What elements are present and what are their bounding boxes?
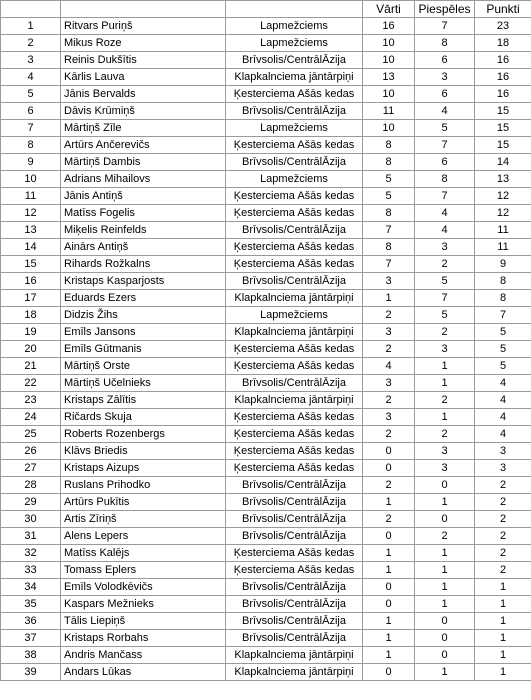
rank-cell: 37: [1, 630, 61, 647]
points-cell: 23: [475, 18, 531, 35]
player-name-cell: Andris Mančass: [61, 647, 226, 664]
table-row: [1, 528, 531, 545]
player-name-cell: Artūrs Ančerevičs: [61, 137, 226, 154]
points-cell: 11: [475, 222, 531, 239]
player-name-cell: Kārlis Lauva: [61, 69, 226, 86]
table-row: [1, 256, 531, 273]
goals-cell: 2: [363, 426, 415, 443]
player-name-cell: Roberts Rozenbergs: [61, 426, 226, 443]
points-cell: 12: [475, 188, 531, 205]
assists-cell: 2: [415, 528, 475, 545]
team-cell: Lapmežciems: [226, 35, 363, 52]
team-cell: Ķesterciema Ašās kedas: [226, 86, 363, 103]
table-row: [1, 171, 531, 188]
player-name-cell: Artūrs Pukītis: [61, 494, 226, 511]
header-row: [1, 1, 531, 18]
points-cell: 2: [475, 477, 531, 494]
rank-cell: 12: [1, 205, 61, 222]
table-row: [1, 120, 531, 137]
team-cell: Klapkalnciema jāntārpiņi: [226, 392, 363, 409]
player-name-cell: Mārtiņš Učelnieks: [61, 375, 226, 392]
assists-cell: 7: [415, 290, 475, 307]
points-cell: 5: [475, 324, 531, 341]
assists-cell: 3: [415, 239, 475, 256]
player-name-cell: Matīss Fogelis: [61, 205, 226, 222]
team-cell: Klapkalnciema jāntārpiņi: [226, 664, 363, 681]
team-cell: Klapkalnciema jāntārpiņi: [226, 290, 363, 307]
assists-cell: 8: [415, 171, 475, 188]
points-cell: 12: [475, 205, 531, 222]
header-assists: Piespēles: [415, 1, 475, 18]
rank-cell: 6: [1, 103, 61, 120]
assists-cell: 1: [415, 409, 475, 426]
team-cell: Brīvsolis/CentrālĀzija: [226, 477, 363, 494]
team-cell: Ķesterciema Ašās kedas: [226, 341, 363, 358]
player-name-cell: Rihards Rožkalns: [61, 256, 226, 273]
goals-cell: 1: [363, 562, 415, 579]
player-name-cell: Mārtiņš Orste: [61, 358, 226, 375]
goals-cell: 10: [363, 52, 415, 69]
team-cell: Brīvsolis/CentrālĀzija: [226, 154, 363, 171]
goals-cell: 1: [363, 290, 415, 307]
points-cell: 5: [475, 341, 531, 358]
team-cell: Brīvsolis/CentrālĀzija: [226, 273, 363, 290]
assists-cell: 2: [415, 392, 475, 409]
goals-cell: 2: [363, 307, 415, 324]
rank-cell: 4: [1, 69, 61, 86]
team-cell: Ķesterciema Ašās kedas: [226, 239, 363, 256]
points-cell: 1: [475, 596, 531, 613]
table-row: [1, 426, 531, 443]
assists-cell: 0: [415, 630, 475, 647]
assists-cell: 4: [415, 222, 475, 239]
table-row: [1, 511, 531, 528]
points-cell: 1: [475, 647, 531, 664]
points-cell: 15: [475, 137, 531, 154]
player-name-cell: Adrians Mihailovs: [61, 171, 226, 188]
rank-cell: 24: [1, 409, 61, 426]
points-cell: 2: [475, 545, 531, 562]
team-cell: Ķesterciema Ašās kedas: [226, 409, 363, 426]
assists-cell: 1: [415, 596, 475, 613]
header-player: [61, 1, 226, 18]
rank-cell: 22: [1, 375, 61, 392]
player-name-cell: Alens Lepers: [61, 528, 226, 545]
rank-cell: 15: [1, 256, 61, 273]
goals-cell: 7: [363, 222, 415, 239]
rank-cell: 2: [1, 35, 61, 52]
team-cell: Ķesterciema Ašās kedas: [226, 426, 363, 443]
points-cell: 15: [475, 103, 531, 120]
team-cell: Klapkalnciema jāntārpiņi: [226, 324, 363, 341]
player-name-cell: Ričards Skuja: [61, 409, 226, 426]
assists-cell: 5: [415, 273, 475, 290]
points-cell: 16: [475, 52, 531, 69]
goals-cell: 1: [363, 545, 415, 562]
team-cell: Brīvsolis/CentrālĀzija: [226, 579, 363, 596]
assists-cell: 0: [415, 647, 475, 664]
table-row: [1, 18, 531, 35]
assists-cell: 8: [415, 35, 475, 52]
rank-cell: 32: [1, 545, 61, 562]
player-name-cell: Artis Zīriņš: [61, 511, 226, 528]
rank-cell: 13: [1, 222, 61, 239]
header-goals: Vārti: [363, 1, 415, 18]
player-name-cell: Mārtiņš Dambis: [61, 154, 226, 171]
points-cell: 3: [475, 443, 531, 460]
assists-cell: 1: [415, 579, 475, 596]
goals-cell: 5: [363, 171, 415, 188]
goals-cell: 1: [363, 613, 415, 630]
rank-cell: 38: [1, 647, 61, 664]
goals-cell: 0: [363, 460, 415, 477]
team-cell: Ķesterciema Ašās kedas: [226, 188, 363, 205]
player-name-cell: Emīls Volodkēvičs: [61, 579, 226, 596]
player-name-cell: Eduards Ezers: [61, 290, 226, 307]
goals-cell: 1: [363, 630, 415, 647]
header-team: [226, 1, 363, 18]
assists-cell: 5: [415, 307, 475, 324]
team-cell: Ķesterciema Ašās kedas: [226, 358, 363, 375]
goals-cell: 4: [363, 358, 415, 375]
rank-cell: 10: [1, 171, 61, 188]
player-name-cell: Tālis Liepiņš: [61, 613, 226, 630]
team-cell: Lapmežciems: [226, 120, 363, 137]
rank-cell: 3: [1, 52, 61, 69]
points-cell: 8: [475, 273, 531, 290]
team-cell: Brīvsolis/CentrālĀzija: [226, 630, 363, 647]
goals-cell: 10: [363, 120, 415, 137]
table-row: [1, 596, 531, 613]
table-row: [1, 103, 531, 120]
table-row: [1, 545, 531, 562]
assists-cell: 1: [415, 358, 475, 375]
rank-cell: 14: [1, 239, 61, 256]
points-cell: 11: [475, 239, 531, 256]
goals-cell: 3: [363, 273, 415, 290]
rank-cell: 35: [1, 596, 61, 613]
team-cell: Ķesterciema Ašās kedas: [226, 443, 363, 460]
goals-cell: 8: [363, 205, 415, 222]
goals-cell: 0: [363, 579, 415, 596]
player-name-cell: Andars Lūkas: [61, 664, 226, 681]
assists-cell: 6: [415, 154, 475, 171]
team-cell: Ķesterciema Ašās kedas: [226, 137, 363, 154]
table-row: [1, 86, 531, 103]
table-row: [1, 69, 531, 86]
points-cell: 2: [475, 562, 531, 579]
player-name-cell: Mārtiņš Zīle: [61, 120, 226, 137]
rank-cell: 18: [1, 307, 61, 324]
table-row: [1, 477, 531, 494]
assists-cell: 0: [415, 511, 475, 528]
table-row: [1, 392, 531, 409]
rank-cell: 7: [1, 120, 61, 137]
rank-cell: 11: [1, 188, 61, 205]
team-cell: Brīvsolis/CentrālĀzija: [226, 52, 363, 69]
assists-cell: 2: [415, 426, 475, 443]
table-row: [1, 358, 531, 375]
rank-cell: 8: [1, 137, 61, 154]
points-cell: 4: [475, 409, 531, 426]
player-name-cell: Kaspars Mežnieks: [61, 596, 226, 613]
goals-cell: 8: [363, 239, 415, 256]
table-row: [1, 664, 531, 681]
table-row: [1, 375, 531, 392]
assists-cell: 1: [415, 375, 475, 392]
rank-cell: 17: [1, 290, 61, 307]
team-cell: Lapmežciems: [226, 307, 363, 324]
player-name-cell: Jānis Antiņš: [61, 188, 226, 205]
player-name-cell: Klāvs Briedis: [61, 443, 226, 460]
player-name-cell: Ruslans Prihodko: [61, 477, 226, 494]
assists-cell: 6: [415, 52, 475, 69]
goals-cell: 2: [363, 392, 415, 409]
assists-cell: 2: [415, 256, 475, 273]
goals-cell: 11: [363, 103, 415, 120]
team-cell: Ķesterciema Ašās kedas: [226, 205, 363, 222]
rank-cell: 1: [1, 18, 61, 35]
team-cell: Ķesterciema Ašās kedas: [226, 256, 363, 273]
table-row: [1, 222, 531, 239]
assists-cell: 1: [415, 664, 475, 681]
table-row: [1, 341, 531, 358]
player-name-cell: Dāvis Krūmiņš: [61, 103, 226, 120]
goals-cell: 2: [363, 341, 415, 358]
points-cell: 2: [475, 511, 531, 528]
player-name-cell: Kristaps Zālītis: [61, 392, 226, 409]
assists-cell: 4: [415, 103, 475, 120]
team-cell: Ķesterciema Ašās kedas: [226, 460, 363, 477]
table-row: [1, 409, 531, 426]
points-cell: 3: [475, 460, 531, 477]
table-row: [1, 324, 531, 341]
rank-cell: 9: [1, 154, 61, 171]
assists-cell: 4: [415, 205, 475, 222]
goals-cell: 2: [363, 477, 415, 494]
rank-cell: 39: [1, 664, 61, 681]
goals-cell: 5: [363, 188, 415, 205]
header-rank: [1, 1, 61, 18]
table-row: [1, 35, 531, 52]
points-cell: 13: [475, 171, 531, 188]
team-cell: Ķesterciema Ašās kedas: [226, 562, 363, 579]
assists-cell: 1: [415, 494, 475, 511]
assists-cell: 2: [415, 324, 475, 341]
rank-cell: 33: [1, 562, 61, 579]
table-row: [1, 205, 531, 222]
rank-cell: 23: [1, 392, 61, 409]
goals-cell: 16: [363, 18, 415, 35]
rank-cell: 25: [1, 426, 61, 443]
player-name-cell: Jānis Bervalds: [61, 86, 226, 103]
player-name-cell: Ainārs Antiņš: [61, 239, 226, 256]
goals-cell: 3: [363, 324, 415, 341]
points-cell: 1: [475, 613, 531, 630]
assists-cell: 5: [415, 120, 475, 137]
team-cell: Brīvsolis/CentrālĀzija: [226, 494, 363, 511]
team-cell: Brīvsolis/CentrālĀzija: [226, 613, 363, 630]
header-points: Punkti: [475, 1, 531, 18]
player-name-cell: Kristaps Rorbahs: [61, 630, 226, 647]
player-name-cell: Didzis Žihs: [61, 307, 226, 324]
team-cell: Lapmežciems: [226, 171, 363, 188]
team-cell: Brīvsolis/CentrālĀzija: [226, 596, 363, 613]
rank-cell: 31: [1, 528, 61, 545]
points-cell: 15: [475, 120, 531, 137]
table-row: [1, 273, 531, 290]
assists-cell: 3: [415, 341, 475, 358]
rank-cell: 36: [1, 613, 61, 630]
player-name-cell: Emīls Jansons: [61, 324, 226, 341]
team-cell: Brīvsolis/CentrālĀzija: [226, 511, 363, 528]
assists-cell: 7: [415, 18, 475, 35]
table-row: [1, 562, 531, 579]
assists-cell: 6: [415, 86, 475, 103]
goals-cell: 0: [363, 664, 415, 681]
points-cell: 18: [475, 35, 531, 52]
goals-cell: 2: [363, 511, 415, 528]
player-name-cell: Reinis Dukšītis: [61, 52, 226, 69]
team-cell: Brīvsolis/CentrālĀzija: [226, 222, 363, 239]
goals-cell: 0: [363, 443, 415, 460]
rank-cell: 27: [1, 460, 61, 477]
team-cell: Ķesterciema Ašās kedas: [226, 545, 363, 562]
rank-cell: 19: [1, 324, 61, 341]
points-cell: 2: [475, 494, 531, 511]
table-row: [1, 137, 531, 154]
team-cell: Lapmežciems: [226, 18, 363, 35]
goals-cell: 7: [363, 256, 415, 273]
rank-cell: 34: [1, 579, 61, 596]
player-name-cell: Mikus Roze: [61, 35, 226, 52]
player-name-cell: Kristaps Kasparjosts: [61, 273, 226, 290]
goals-cell: 0: [363, 528, 415, 545]
rank-cell: 16: [1, 273, 61, 290]
player-name-cell: Emīls Gūtmanis: [61, 341, 226, 358]
goals-cell: 10: [363, 86, 415, 103]
team-cell: Brīvsolis/CentrālĀzija: [226, 103, 363, 120]
points-cell: 2: [475, 528, 531, 545]
player-name-cell: Kristaps Aizups: [61, 460, 226, 477]
rank-cell: 28: [1, 477, 61, 494]
assists-cell: 3: [415, 443, 475, 460]
points-cell: 16: [475, 86, 531, 103]
rank-cell: 26: [1, 443, 61, 460]
rank-cell: 29: [1, 494, 61, 511]
goals-cell: 1: [363, 494, 415, 511]
table-row: [1, 443, 531, 460]
goals-cell: 8: [363, 137, 415, 154]
table-row: [1, 307, 531, 324]
team-cell: Brīvsolis/CentrālĀzija: [226, 528, 363, 545]
rank-cell: 5: [1, 86, 61, 103]
table-row: [1, 290, 531, 307]
table-row: [1, 630, 531, 647]
assists-cell: 0: [415, 613, 475, 630]
points-cell: 5: [475, 358, 531, 375]
table-row: [1, 239, 531, 256]
goals-cell: 1: [363, 647, 415, 664]
player-name-cell: Miķelis Reinfelds: [61, 222, 226, 239]
points-cell: 8: [475, 290, 531, 307]
goals-cell: 3: [363, 409, 415, 426]
assists-cell: 7: [415, 137, 475, 154]
points-cell: 7: [475, 307, 531, 324]
points-cell: 1: [475, 664, 531, 681]
table-row: [1, 460, 531, 477]
rank-cell: 20: [1, 341, 61, 358]
table-row: [1, 647, 531, 664]
points-cell: 1: [475, 630, 531, 647]
player-name-cell: Tomass Eplers: [61, 562, 226, 579]
table-row: [1, 494, 531, 511]
table-row: [1, 52, 531, 69]
goals-cell: 3: [363, 375, 415, 392]
goals-cell: 10: [363, 35, 415, 52]
assists-cell: 0: [415, 477, 475, 494]
team-cell: Klapkalnciema jāntārpiņi: [226, 69, 363, 86]
team-cell: Klapkalnciema jāntārpiņi: [226, 647, 363, 664]
goals-cell: 8: [363, 154, 415, 171]
goals-cell: 13: [363, 69, 415, 86]
points-cell: 1: [475, 579, 531, 596]
goals-cell: 0: [363, 596, 415, 613]
assists-cell: 7: [415, 188, 475, 205]
assists-cell: 3: [415, 69, 475, 86]
player-name-cell: Ritvars Puriņš: [61, 18, 226, 35]
assists-cell: 1: [415, 562, 475, 579]
assists-cell: 1: [415, 545, 475, 562]
rank-cell: 21: [1, 358, 61, 375]
points-cell: 14: [475, 154, 531, 171]
table-row: [1, 613, 531, 630]
assists-cell: 3: [415, 460, 475, 477]
table-row: [1, 154, 531, 171]
points-cell: 4: [475, 426, 531, 443]
table-body: [1, 1, 531, 681]
points-cell: 4: [475, 375, 531, 392]
points-cell: 9: [475, 256, 531, 273]
player-name-cell: Matīss Kalējs: [61, 545, 226, 562]
points-cell: 4: [475, 392, 531, 409]
team-cell: Brīvsolis/CentrālĀzija: [226, 375, 363, 392]
table-row: [1, 188, 531, 205]
rank-cell: 30: [1, 511, 61, 528]
table-row: [1, 579, 531, 596]
points-cell: 16: [475, 69, 531, 86]
